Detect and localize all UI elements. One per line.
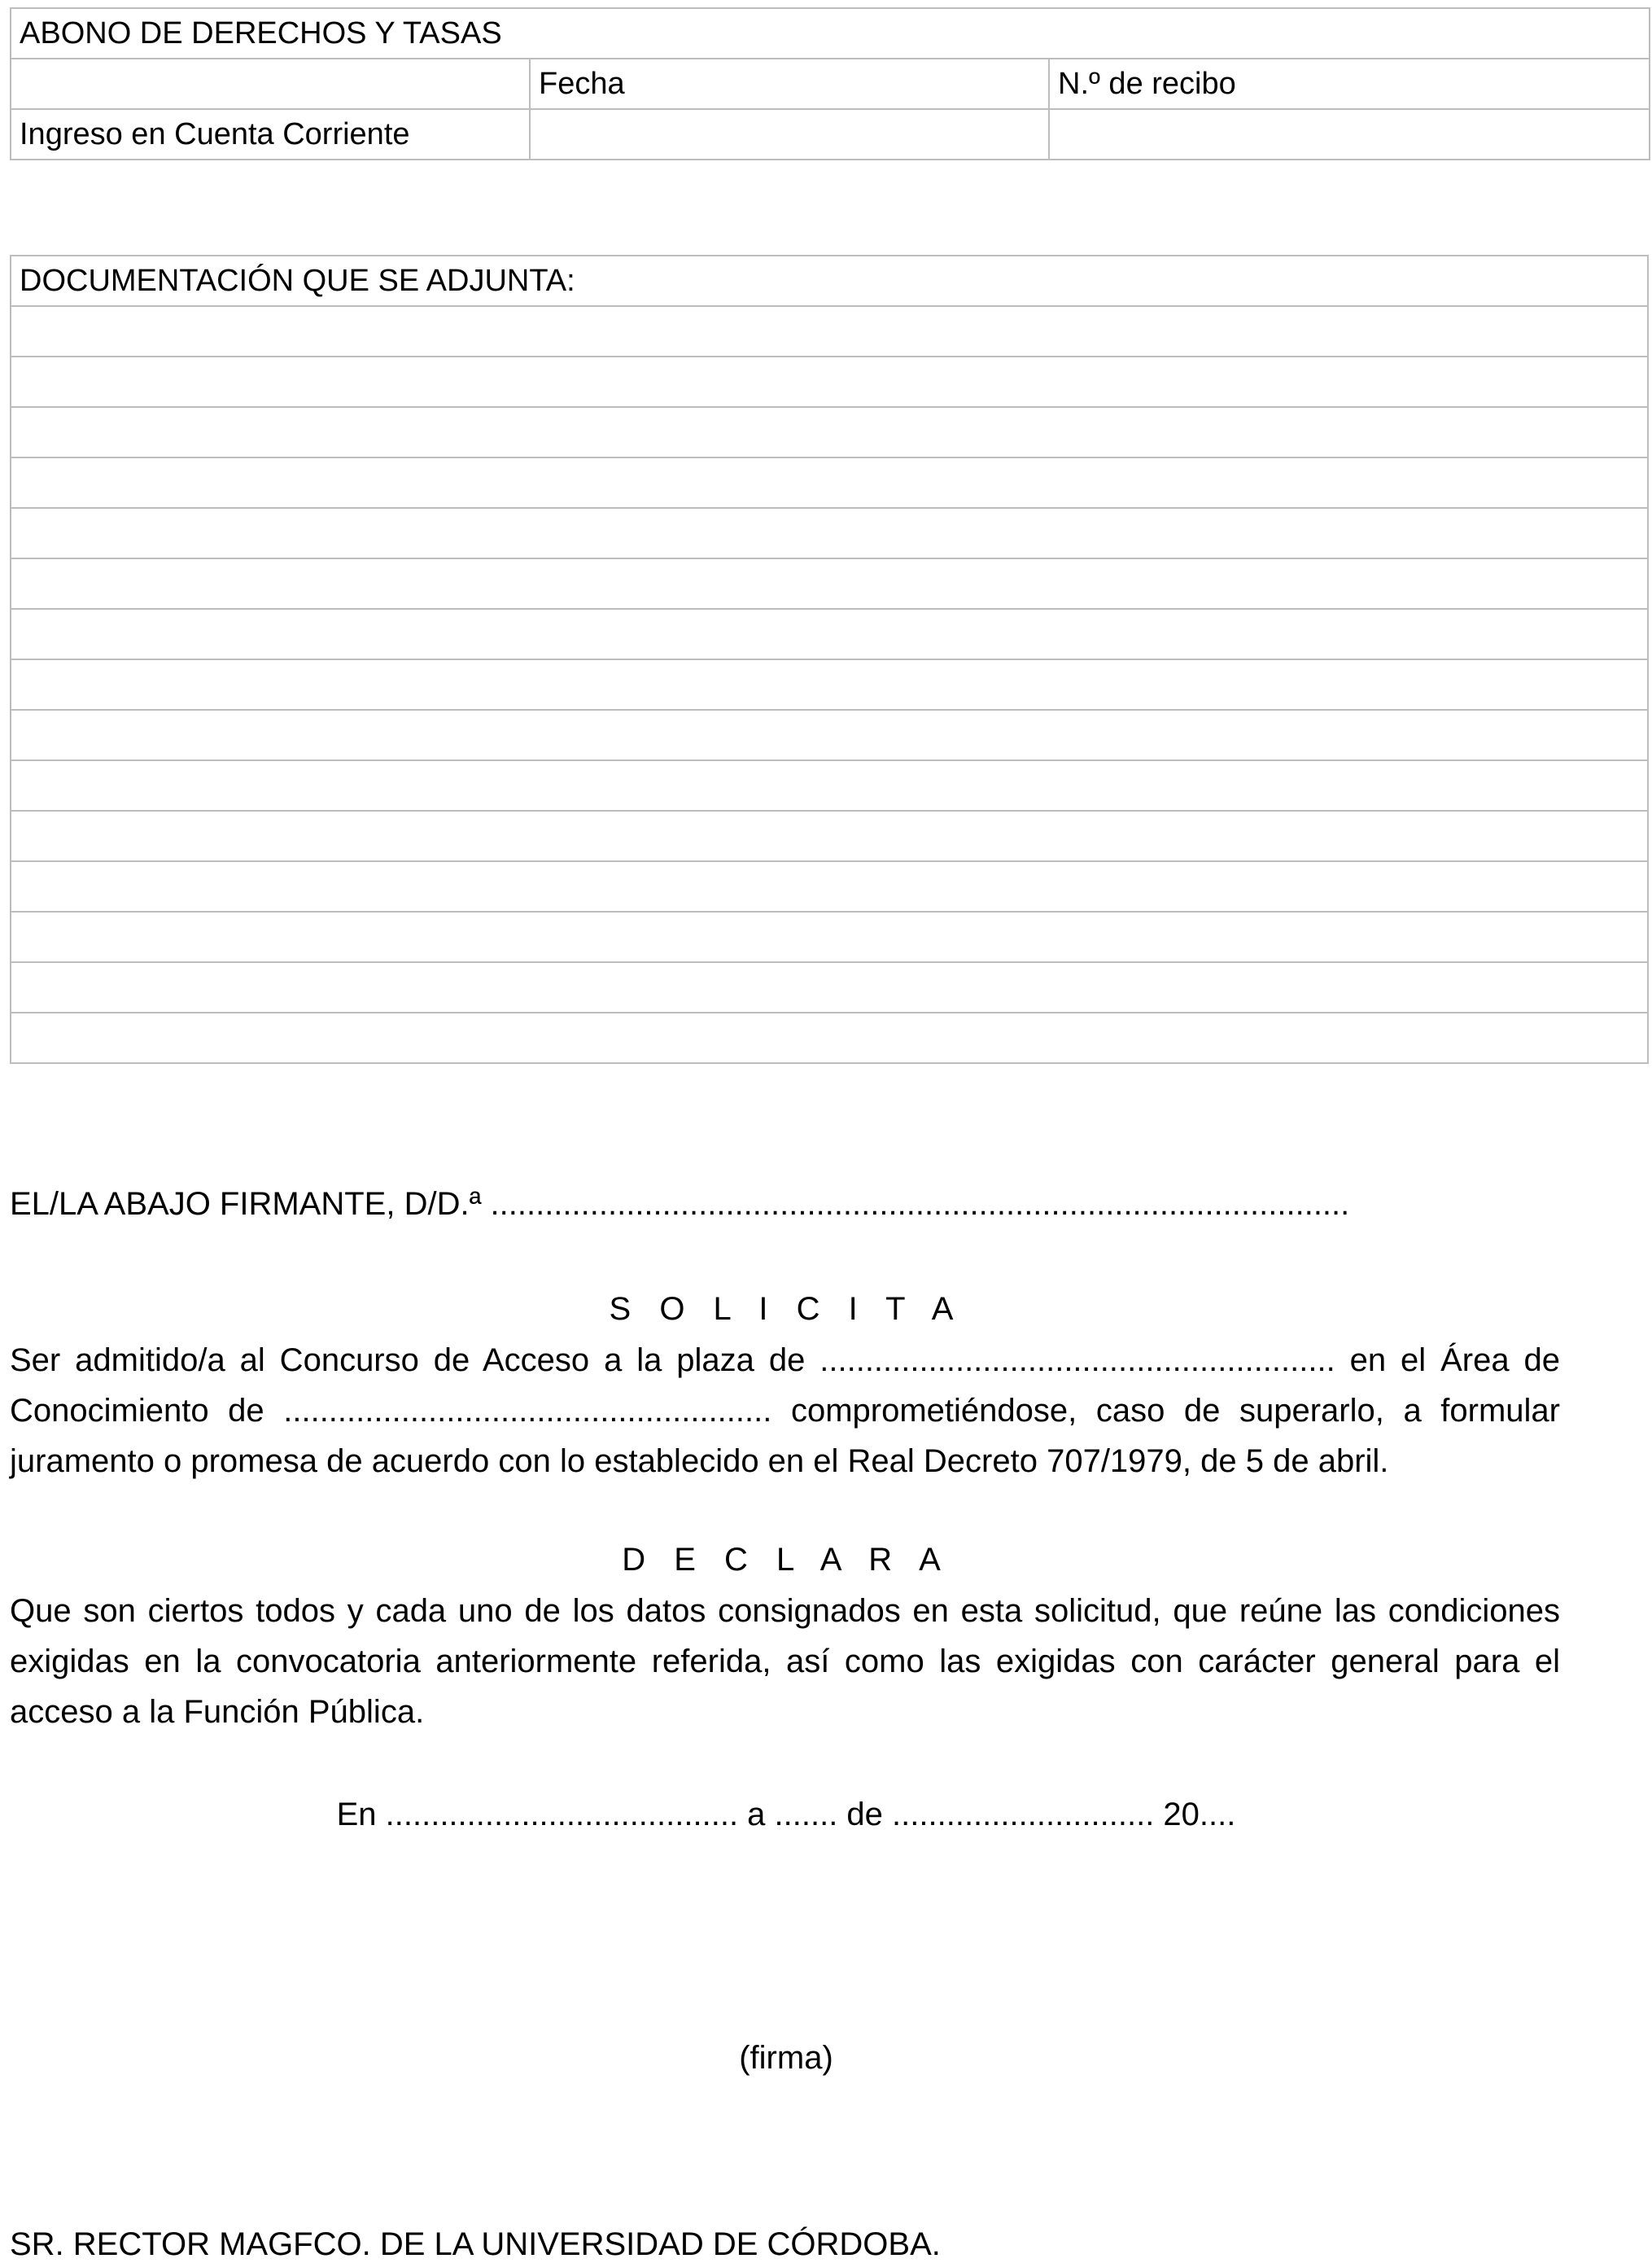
solicita-paragraph — [10, 1335, 1560, 1486]
documentation-row — [11, 457, 1648, 508]
solicita-line: Conocimiento de ...................................................... comprometiéndose, caso de superarlo, a formular — [10, 1393, 1560, 1429]
documentation-field[interactable] — [11, 659, 1648, 710]
documentation-row — [11, 508, 1648, 558]
solicita-line: Ser admitido/a al Concurso de Acceso a la plaza de ......................................................... en el Área de — [10, 1342, 1560, 1378]
documentation-field[interactable] — [11, 760, 1648, 811]
documentation-table — [10, 255, 1649, 1064]
documentation-row — [11, 306, 1648, 357]
documentation-row — [11, 609, 1648, 659]
declara-paragraph — [10, 1586, 1560, 1737]
documentation-field[interactable] — [11, 306, 1648, 357]
documentation-field[interactable] — [11, 609, 1648, 659]
documentation-field[interactable] — [11, 811, 1648, 861]
receipt-number-field[interactable] — [1049, 109, 1650, 160]
signatory-line: EL/LA ABAJO FIRMANTE, D/D.ª ............................................................................................... — [10, 1186, 1350, 1222]
fees-empty-cell — [11, 59, 530, 109]
fees-values-row — [11, 109, 1650, 160]
solicita-heading: S O L I C I T A — [609, 1291, 964, 1327]
documentation-header-row — [11, 256, 1648, 306]
documentation-row — [11, 558, 1648, 609]
documentation-row — [11, 811, 1648, 861]
fees-labels-row — [11, 59, 1650, 109]
solicita-line: juramento o promesa de acuerdo con lo establecido en el Real Decreto 707/1979, de 5 de abril. — [10, 1443, 1389, 1479]
fees-title: ABONO DE DERECHOS Y TASAS — [11, 8, 1650, 59]
documentation-row — [11, 861, 1648, 912]
documentation-field[interactable] — [11, 407, 1648, 457]
documentation-field[interactable] — [11, 912, 1648, 962]
place-date-line: En ....................................... a ....... de ............................. 20.... — [336, 1797, 1236, 1832]
documentation-field[interactable] — [11, 357, 1648, 407]
documentation-field[interactable] — [11, 558, 1648, 609]
documentation-row — [11, 710, 1648, 760]
signature-label: (firma) — [739, 2040, 833, 2076]
documentation-field[interactable] — [11, 1013, 1648, 1063]
documentation-row — [11, 962, 1648, 1013]
declara-line: Que son ciertos todos y cada uno de los datos consignados en esta solicitud, que reúne las condiciones — [10, 1593, 1560, 1629]
documentation-title: DOCUMENTACIÓN QUE SE ADJUNTA: — [11, 256, 1648, 306]
receipt-number-label: N.º de recibo — [1049, 59, 1650, 109]
documentation-field[interactable] — [11, 962, 1648, 1013]
documentation-row — [11, 357, 1648, 407]
documentation-row — [11, 760, 1648, 811]
documentation-row — [11, 407, 1648, 457]
date-field[interactable] — [530, 109, 1049, 160]
documentation-row — [11, 659, 1648, 710]
declara-line: acceso a la Función Pública. — [10, 1694, 425, 1730]
documentation-field[interactable] — [11, 710, 1648, 760]
fees-table — [10, 7, 1650, 160]
documentation-row — [11, 1013, 1648, 1063]
addressee: SR. RECTOR MAGFCO. DE LA UNIVERSIDAD DE CÓRDOBA. — [10, 2226, 941, 2262]
documentation-field[interactable] — [11, 508, 1648, 558]
fees-header-row — [11, 8, 1650, 59]
date-label: Fecha — [530, 59, 1049, 109]
documentation-row — [11, 912, 1648, 962]
declara-heading: D E C L A R A — [622, 1542, 951, 1578]
declara-line: exigidas en la convocatoria anteriormente referida, así como las exigidas con carácter general para el — [10, 1644, 1560, 1679]
documentation-field[interactable] — [11, 861, 1648, 912]
payment-method-label: Ingreso en Cuenta Corriente — [11, 109, 530, 160]
documentation-field[interactable] — [11, 457, 1648, 508]
